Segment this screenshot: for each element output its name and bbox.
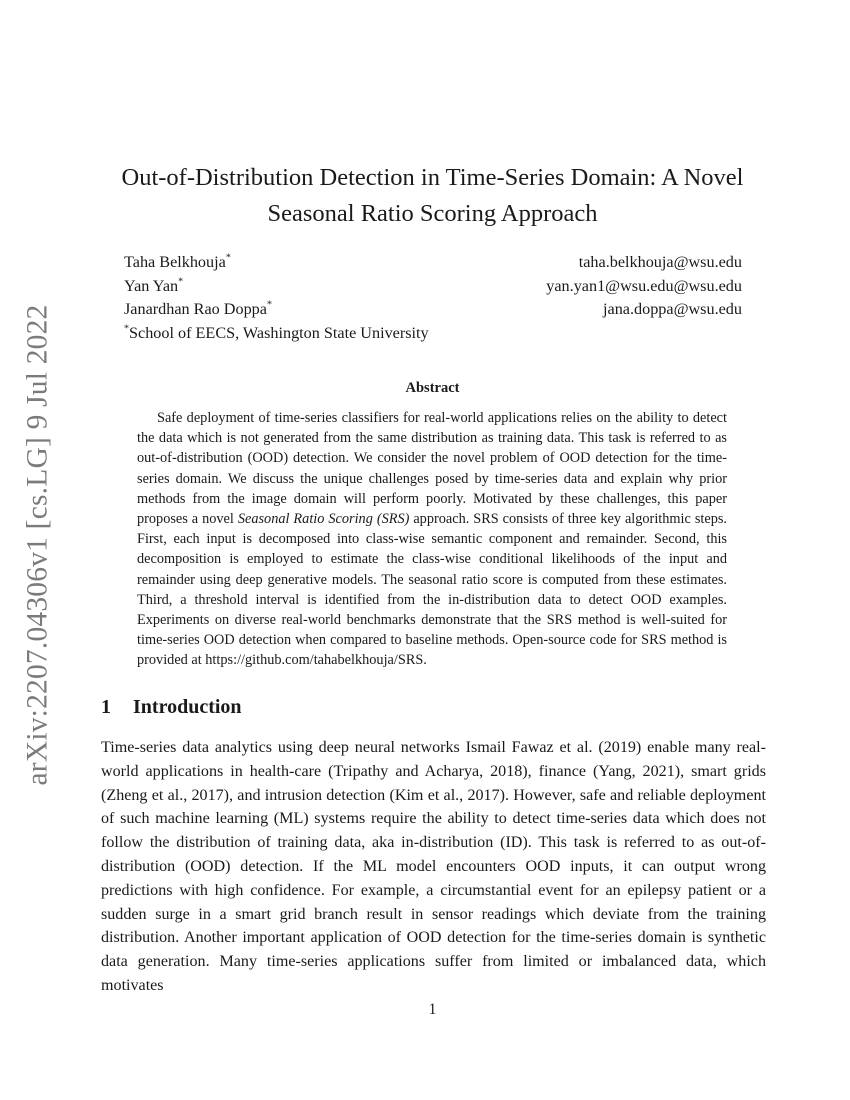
arxiv-stamp: arXiv:2207.04306v1 [cs.LG] 9 Jul 2022	[21, 304, 54, 786]
author-email[interactable]: jana.doppa@wsu.edu	[603, 300, 742, 318]
affiliation: *School of EECS, Washington State University	[124, 323, 429, 342]
introduction-body	[101, 736, 766, 998]
page-number: 1	[428, 1001, 437, 1018]
paper-title: Out-of-Distribution Detection in Time-Series Domain: A Novel Seasonal Ratio Scoring Approach	[121, 164, 744, 227]
author-row	[124, 298, 742, 322]
method-name-emphasis: Seasonal Ratio Scoring (SRS)	[237, 511, 410, 528]
abstract-heading: Abstract	[405, 380, 460, 396]
section-number: 1	[101, 696, 111, 718]
intro-paragraph: Time-series data analytics using deep neural networks Ismail Fawaz et al. (2019) enable many real-world applications in health-care (Tripathy and Acharya, 2018), finance (Yang, 2021), smart grids (Zheng et al., 2017), and intrusion detection (Kim et al., 2017). However, safe and reliable deployment of such machine learning (ML) systems require the ability to detect time-series data which does not follow the distribution of training data, aka in-distribution (ID). This task is referred to as out-of-distribution (OOD) detection. If the ML model encounters OOD inputs, it can output wrong predictions with high confidence. For example, a circumstantial event for an epilepsy patient or a sudden surge in a smart grid branch result in sensor readings which deviate from the training distribution. Another important application of OOD detection for the time-series domain is synthetic data generation. Many time-series applications suffer from limited or imbalanced data, which motivates	[101, 739, 766, 994]
section-title: Introduction	[133, 696, 242, 718]
author-email[interactable]: yan.yan1@wsu.edu@wsu.edu	[546, 276, 742, 295]
author-row	[124, 251, 742, 275]
section-heading	[101, 696, 242, 719]
author-name: Yan Yan*	[124, 276, 184, 295]
author-name: Taha Belkhouja*	[124, 252, 231, 271]
author-name: Janardhan Rao Doppa*	[124, 299, 272, 318]
author-row	[124, 275, 742, 299]
author-block	[124, 251, 742, 345]
author-email[interactable]: taha.belkhouja@wsu.edu	[578, 253, 742, 271]
abstract-body: Safe deployment of time-series classifiers for real-world applications relies on the ability to detect the data which is not generated from the same distribution as training data. This task is referred to as out-of-distribution (OOD) detection. We consider the novel problem of OOD detection for the time-series domain. We discuss the unique challenges posed by time-series data and explain why prior methods from the image domain will perform poorly. Motivated by these challenges, this paper proposes a novel Seasonal Ratio Scoring (SRS) approach. SRS consists of three key algorithmic steps. First, each input is decomposed into class-wise semantic component and remainder. Second, this decomposition is employed to estimate the class-wise conditional likelihoods of the input and remainder using deep generative models. The seasonal ratio score is computed from these estimates. Third, a threshold interval is identified from the in-distribution data to detect OOD examples. Experiments on diverse real-world benchmarks demonstrate that the SRS method is well-suited for time-series OOD detection when compared to baseline methods. Open-source code for SRS method is provided at https://github.com/tahabelkhouja/SRS.	[137, 410, 727, 669]
